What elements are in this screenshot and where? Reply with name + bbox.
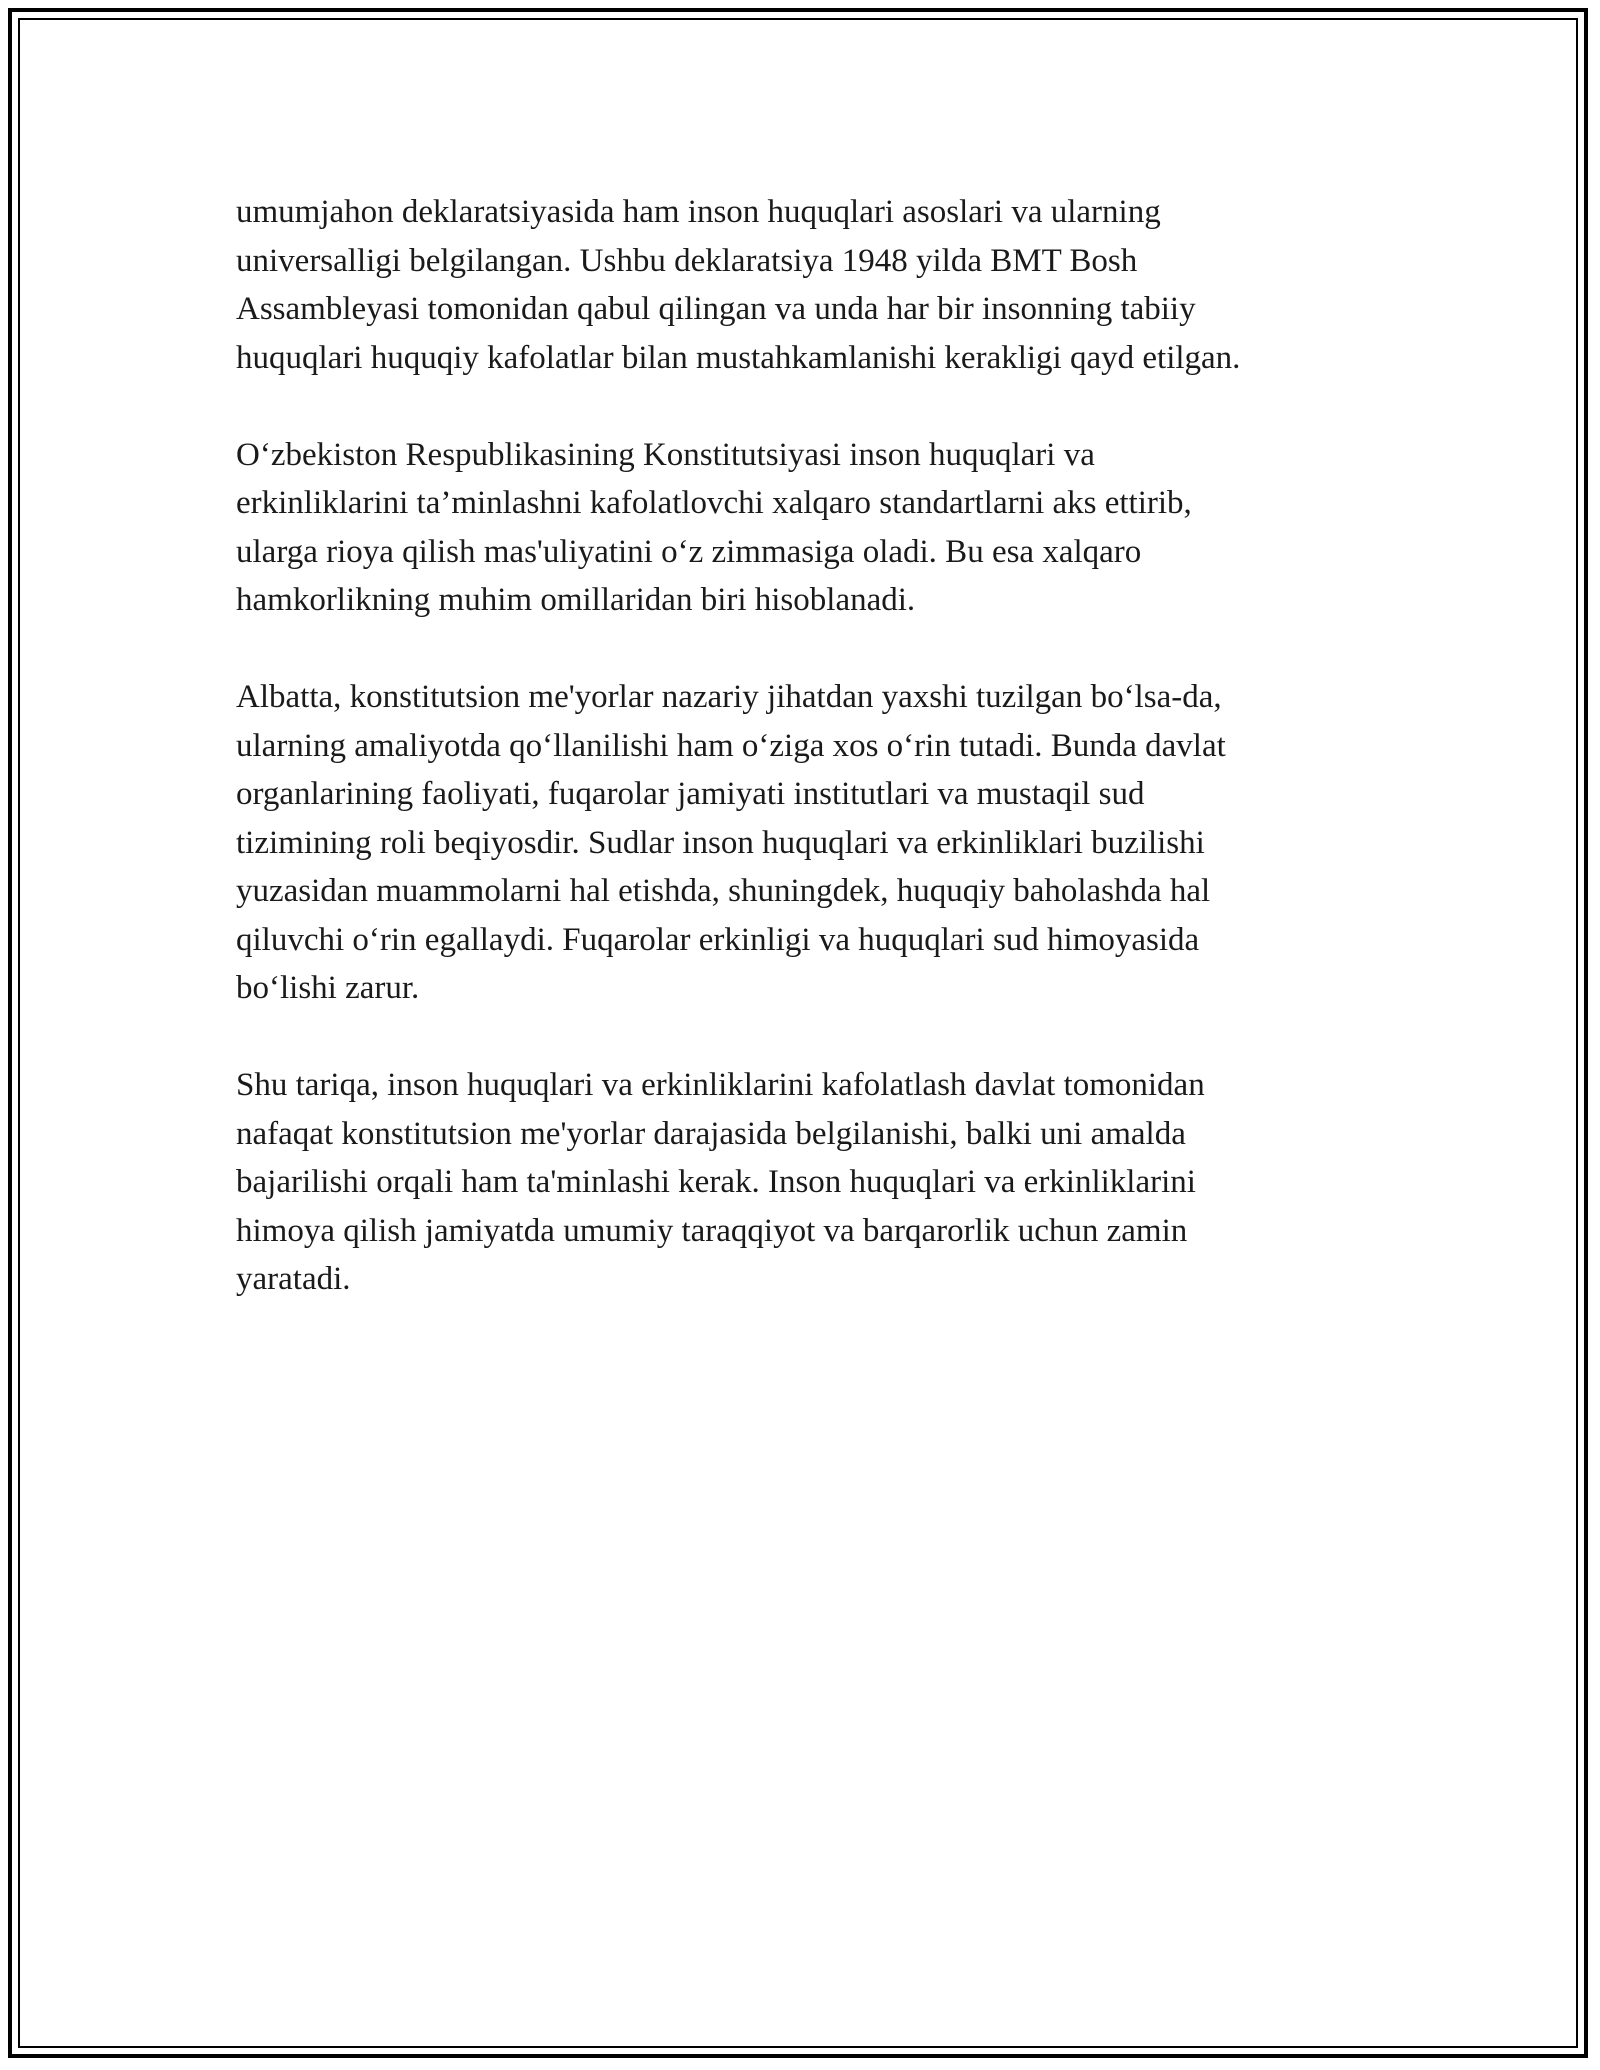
text-line: nafaqat konstitutsion me'yorlar darajasida belgilanishi, balki uni amalda [236, 1115, 1186, 1152]
text-line: huquqlari huquqiy kafolatlar bilan mustahkamlanishi kerakligi qayd etilgan. [236, 339, 1241, 376]
text-line: qiluvchi o‘rin egallaydi. Fuqarolar erkinligi va huquqlari sud himoyasida [236, 921, 1200, 958]
paragraph-2 [236, 431, 1376, 625]
text-line: Assambleyasi tomonidan qabul qilingan va unda har bir insonning tabiiy [236, 291, 1196, 327]
text-line: tizimining roli beqiyosdir. Sudlar inson huquqlari va erkinliklari buzilishi [236, 824, 1205, 861]
text-line: O‘zbekiston Respublikasining Konstitutsiyasi inson huquqlari va [236, 436, 1095, 473]
text-line: hamkorlikning muhim omillaridan biri hisoblanadi. [236, 582, 916, 618]
paragraph-4 [236, 1061, 1376, 1304]
text-line: umumjahon deklaratsiyasida ham inson huquqlari asoslari va ularning [236, 194, 1161, 230]
text-line: erkinliklarini ta’minlashni kafolatlovchi xalqaro standartlarni aks ettirib, [236, 485, 1192, 521]
text-line: yaratadi. [236, 1261, 351, 1297]
paragraph-1 [236, 188, 1376, 382]
text-line: ularga rioya qilish mas'uliyatini o‘z zimmasiga oladi. Bu esa xalqaro [236, 533, 1142, 570]
text-line: yuzasidan muammolarni hal etishda, shuningdek, huquqiy baholashda hal [236, 873, 1211, 909]
paragraph-3 [236, 673, 1376, 1013]
text-line: universalligi belgilangan. Ushbu deklaratsiya 1948 yilda BMT Bosh [236, 242, 1138, 279]
text-line: bo‘lishi zarur. [236, 970, 420, 1006]
text-line: bajarilishi orqali ham ta'minlashi kerak. Inson huquqlari va erkinliklarini [236, 1164, 1196, 1200]
text-line: Albatta, konstitutsion me'yorlar nazariy jihatdan yaxshi tuzilgan bo‘lsa-da, [236, 679, 1222, 715]
text-line: Shu tariqa, inson huquqlari va erkinliklarini kafolatlash davlat tomonidan [236, 1067, 1205, 1103]
text-line: organlarining faoliyati, fuqarolar jamiyati institutlari va mustaqil sud [236, 776, 1145, 812]
text-line: ularning amaliyotda qo‘llanilishi ham o‘ziga xos o‘rin tutadi. Bunda davlat [236, 727, 1226, 764]
text-line: himoya qilish jamiyatda umumiy taraqqiyot va barqarorlik uchun zamin [236, 1212, 1188, 1249]
document-body [236, 188, 1376, 1352]
